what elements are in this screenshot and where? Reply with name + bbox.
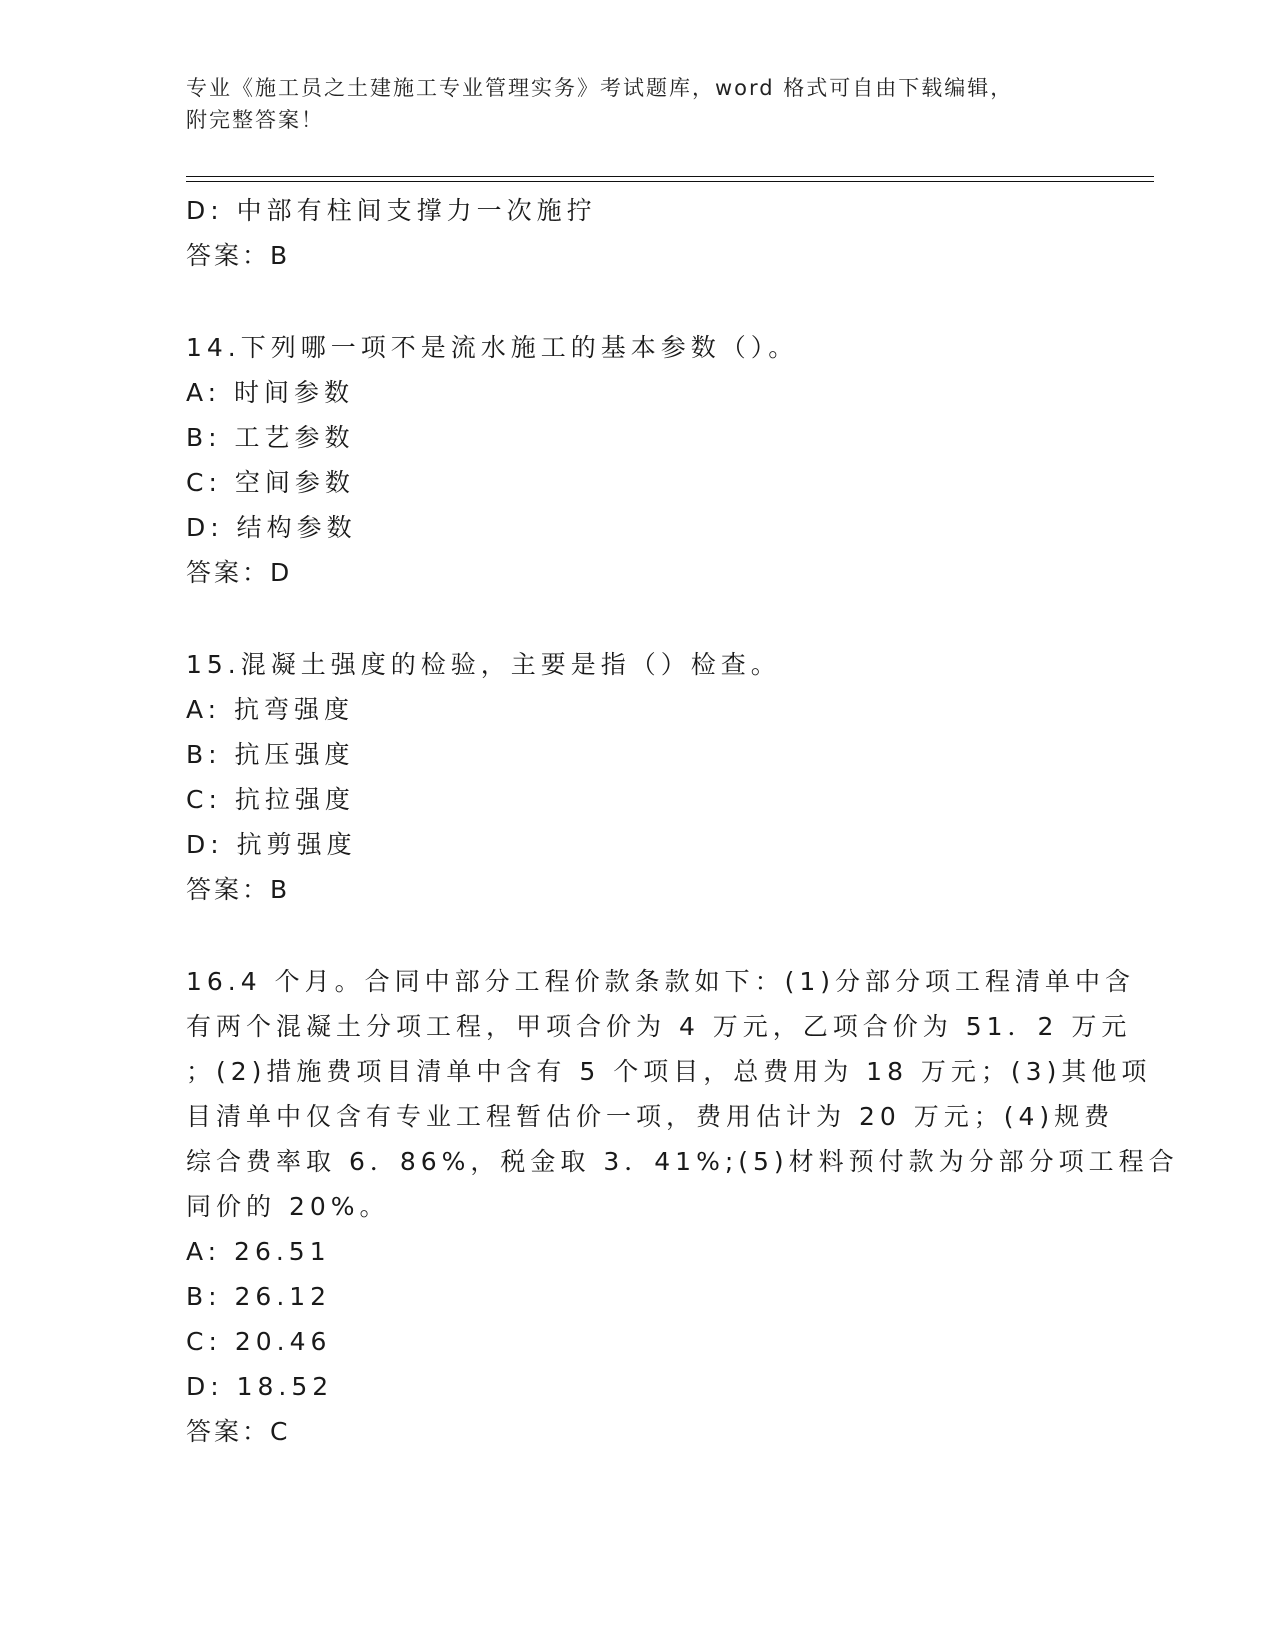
- question-text-line-4: 目清单中仅含有专业工程暂估价一项，费用估计为 20 万元；(4)规费: [186, 1102, 1115, 1131]
- option-b: B: 抗压强度: [186, 740, 355, 769]
- header-divider-bottom: [186, 181, 1154, 182]
- option-a: A: 抗弯强度: [186, 695, 355, 724]
- option-b: B: 工艺参数: [186, 423, 355, 452]
- question-14: [186, 325, 1086, 595]
- header-divider-top: [186, 176, 1154, 177]
- answer-line: 答案：C: [186, 1417, 291, 1446]
- question-text: 14.下列哪一项不是流水施工的基本参数（）。: [186, 333, 799, 362]
- question-text-line-1: 16.4 个月。合同中部分工程价款条款如下：(1)分部分项工程清单中含: [186, 967, 1136, 996]
- question-text: 15.混凝土强度的检验，主要是指（）检查。: [186, 650, 781, 679]
- header-line-2: 附完整答案！: [186, 108, 324, 132]
- option-b: B: 26.12: [186, 1282, 332, 1311]
- option-c: C: 空间参数: [186, 468, 355, 497]
- question-text-line-6: 同价的 20%。: [186, 1192, 390, 1221]
- answer-line: 答案：B: [186, 875, 291, 904]
- question-16: [186, 959, 1179, 1454]
- option-a: A: 时间参数: [186, 378, 355, 407]
- spacer: [186, 278, 1086, 325]
- option-d: D: 抗剪强度: [186, 830, 357, 859]
- header-line-1: 专业《施工员之土建施工专业管理实务》考试题库，word 格式可自由下载编辑，: [186, 76, 1014, 100]
- document-body: [186, 188, 1179, 1454]
- option-c: C: 20.46: [186, 1327, 332, 1356]
- spacer: [186, 912, 1086, 959]
- option-d: D: 中部有柱间支撑力一次施拧: [186, 196, 597, 225]
- answer-line: 答案：D: [186, 558, 293, 587]
- question-13-tail: [186, 188, 1086, 278]
- answer-line: 答案：B: [186, 241, 291, 270]
- document-header: [186, 72, 1086, 136]
- option-d: D: 18.52: [186, 1372, 334, 1401]
- option-d: D: 结构参数: [186, 513, 357, 542]
- question-text-line-2: 有两个混凝土分项工程，甲项合价为 4 万元，乙项合价为 51．2 万元: [186, 1012, 1132, 1041]
- question-text-line-3: ；(2)措施费项目清单中含有 5 个项目，总费用为 18 万元；(3)其他项: [186, 1057, 1152, 1086]
- option-a: A: 26.51: [186, 1237, 331, 1266]
- question-text-line-5: 综合费率取 6．86%，税金取 3．41%;(5)材料预付款为分部分项工程合: [186, 1147, 1179, 1176]
- option-c: C: 抗拉强度: [186, 785, 355, 814]
- spacer: [186, 595, 1086, 642]
- question-15: [186, 642, 1086, 912]
